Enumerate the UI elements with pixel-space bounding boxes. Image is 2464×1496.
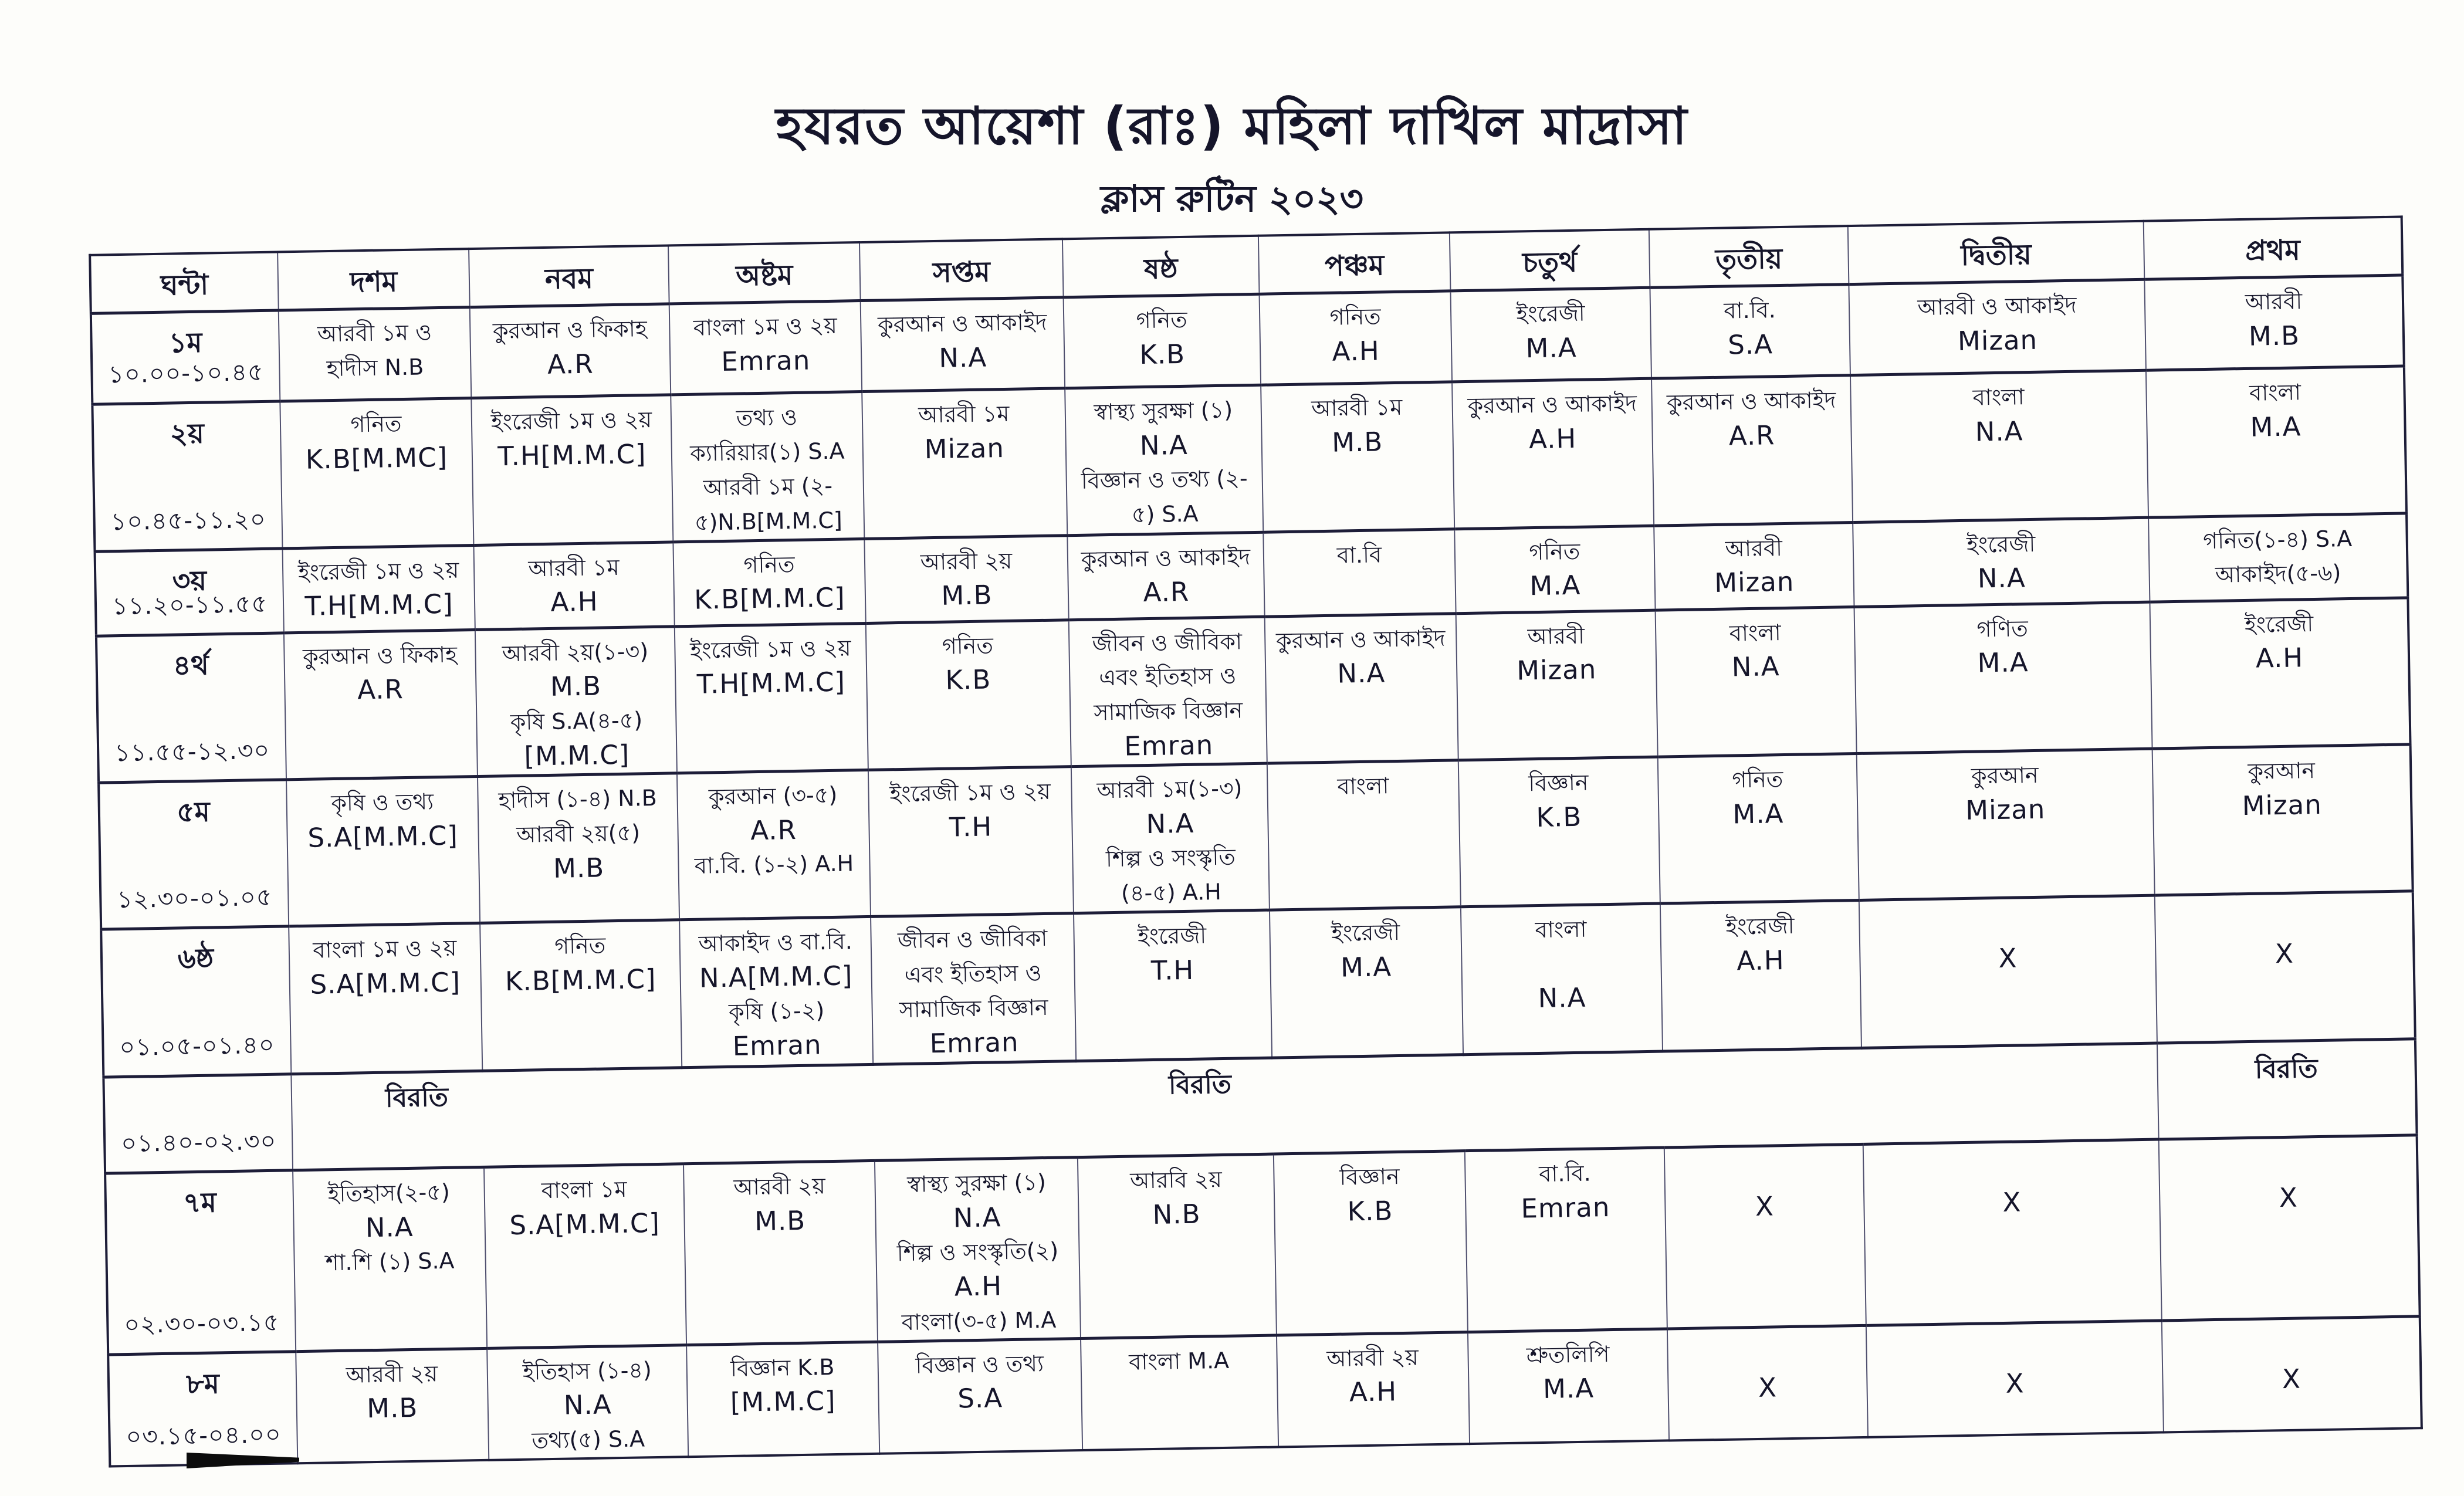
cell-r9-c5 [1081,1335,1278,1450]
cell-line: A.R [1728,419,1775,452]
cell-line: S.A [1727,329,1773,361]
cell-line: বিজ্ঞান ও তথ্য [915,1350,1044,1379]
cell-line: বা.বি. [1724,297,1776,324]
cell-line: বাংলা [1337,772,1389,800]
cell-line: A.R [750,814,797,846]
cell-line: কুরআন ও আকাইদ [1081,543,1251,573]
cell-r4-c5 [1069,617,1267,767]
cell-r6-c8 [1660,900,1861,1051]
cell-r8-c6 [1274,1151,1468,1335]
cell-line: আরবী ২য়(১-৩) [502,638,649,666]
period-name: ৪র্থ [172,649,209,682]
cell-line: M.A [1732,797,1784,830]
cell-line: A.H [550,585,599,618]
break-label: বিরতি [2255,1053,2319,1085]
cell-line: শিল্প ও সংস্কৃতি(২) [896,1237,1059,1267]
routine-table-wrap [89,215,2422,1467]
period-time: ১১.২০-১১.৫৫ [111,589,268,620]
cell-r4-c2 [475,626,677,776]
period-time: ১০.০০-১০.৪৫ [108,357,264,389]
period-cell-7 [103,1074,293,1173]
cell-line: N.B [1152,1198,1201,1230]
cell-line: N.A[M.M.C] [699,960,853,994]
page-subtitle: ক্লাস রুটিন ২০২৩ [1101,177,1363,220]
cell-r6-c2 [480,920,682,1071]
cell-line: গনিত [1732,766,1783,793]
cell-line: আরবী ২য় [346,1360,438,1388]
cell-line: বা.বি [1336,541,1382,568]
cell-line: ইংরেজী ১ম ও ২য় [689,634,851,664]
period-cell-1 [91,310,280,404]
cell-r6-c6 [1270,907,1463,1058]
cell-r8-c3 [683,1160,878,1345]
cell-r9-c1 [296,1348,489,1463]
cell-r2-c7 [1452,378,1654,529]
period-name: ২য় [170,417,205,451]
cell-line: গনিত [743,551,795,578]
cell-r6-c4 [871,913,1076,1065]
cell-line: গণিত [1976,615,2029,642]
column-header-3: অষ্টম [668,242,861,304]
column-header-2: নবম [469,245,669,307]
cell-line: Emran [1123,729,1214,762]
cell-line: K.B [945,664,991,696]
cell-line: X [2279,1182,2299,1214]
cell-line: আরবী ২য় [920,547,1013,575]
cell-line: Emran [1521,1191,1610,1224]
cell-r9-c10 [2162,1316,2422,1432]
cell-line: A.H [1349,1376,1397,1408]
cell-line: Mizan [1965,793,2046,826]
cell-line: N.A [1977,562,2026,594]
cell-line: N.A [365,1211,414,1244]
cell-r6-c5 [1074,910,1272,1061]
cell-line: X [2005,1367,2025,1399]
cell-line: M.A [1340,950,1392,983]
cell-line: বিজ্ঞান [1339,1163,1400,1190]
cell-line [1465,945,1657,982]
cell-line: আকাইদ ও বা.বি. [698,928,853,957]
column-header-5: ষষ্ঠ [1062,236,1260,297]
cell-r6-c7 [1461,903,1663,1055]
cell-line: A.R [357,673,404,706]
cell-line: S.A[M.M.C] [307,820,459,854]
cell-line: স্বাস্থ্য সুরক্ষা (১) [1094,397,1233,425]
column-header-0: ঘন্টা [90,252,279,313]
cell-line: (৪-৫) A.H [1121,878,1222,906]
cell-line: M.B [366,1392,418,1424]
cell-line: K.B [1139,338,1186,371]
cell-r9-c7 [1468,1329,1669,1444]
cell-r2-c4 [862,388,1067,539]
cell-line: স্বাস্থ্য সুরক্ষা (১) [906,1169,1047,1197]
cell-line: ইংরেজী ১ম ও ২য় [490,406,652,435]
cell-line: X [2275,937,2294,970]
cell-line: M.A [1977,647,2029,679]
cell-line: Emran [732,1029,823,1062]
cell-line: N.A [1731,651,1780,683]
cell-line: A.H [1332,335,1380,367]
cell-r1-c7 [1450,287,1651,382]
cell-r1-c1 [279,307,472,401]
cell-line: হাদীস N.B [326,354,424,382]
cell-r9-c6 [1277,1332,1470,1447]
cell-line: এবং ইতিহাস ও [904,959,1042,988]
cell-r2-c2 [471,395,673,545]
period-time: ১১.৫৫-১২.৩০ [114,736,270,767]
cell-line: গনিত [1329,303,1382,330]
column-header-9: দ্বিতীয় [1848,221,2145,285]
cell-line: বিজ্ঞান K.B [730,1353,835,1382]
cell-r3-c7 [1454,526,1655,614]
cell-r4-c1 [284,629,478,780]
cell-line: আরবী ১ম (২- [703,472,833,501]
break-end-cell [2157,1039,2417,1139]
cell-line: ইংরেজী [1725,912,1795,940]
cell-line: N.A [1146,807,1194,840]
cell-line: কুরআন (৩-৫) [708,781,838,810]
cell-line: T.H[M.M.C] [696,666,846,700]
cell-line: আরবী ১ম [1311,394,1403,422]
cell-r8-c5 [1078,1154,1277,1338]
cell-line: আরবী ১ম [528,554,620,582]
cell-line: [M.M.C] [730,1385,837,1419]
cell-line: কুরআন ও আকাইদ [1666,387,1836,416]
cell-r5-c9 [1857,749,2155,900]
cell-line: গনিত [1529,538,1580,565]
cell-line: কুরআন ও আকাইদ [877,309,1047,338]
cell-line: কুরআন ও ফিকাহ [302,641,458,670]
period-name: ৭ম [182,1186,217,1220]
cell-line: বাংলা [1729,619,1782,647]
cell-line: আরবী [1725,534,1783,562]
cell-r3-c8 [1654,522,1854,610]
cell-line: আরবী ২য়(৫) [516,820,641,848]
cell-r3-c6 [1263,529,1456,616]
cell-line: Mizan [1957,324,2038,357]
column-header-6: পঞ্চম [1258,232,1451,294]
cell-r5-c5 [1071,763,1270,913]
cell-line: A.H [2255,642,2304,675]
period-name: ৮ম [185,1367,220,1400]
period-time: ০২.৩০-০৩.১৫ [123,1308,280,1339]
column-header-10: প্রথম [2144,216,2403,279]
cell-line: বাংলা [2249,379,2301,406]
cell-line: বা.বি. (১-২) A.H [694,850,854,879]
page-title: হযরত আয়েশা (রাঃ) মহিলা দাখিল মাদ্রাসা [776,96,1688,156]
cell-r8-c9 [1863,1139,2162,1325]
cell-line: A.H [954,1270,1003,1302]
cell-r9-c8 [1667,1325,1868,1440]
cell-r1-c9 [1849,279,2146,375]
column-header-4: সপ্তম [859,239,1064,300]
cell-line: সামাজিক বিজ্ঞান [1094,697,1243,726]
cell-r1-c10 [2144,275,2404,370]
cell-line: N.A [563,1389,612,1421]
cell-line: T.H [1150,954,1194,986]
cell-r2-c5 [1065,385,1263,535]
cell-line: T.H[M.M.C] [304,588,454,622]
cell-line: M.A [1529,570,1581,602]
cell-line: কুরআন [2248,757,2316,784]
cell-line: বিজ্ঞান ও তথ্য (২- [1081,465,1248,495]
cell-line: N.A [1336,657,1386,690]
routine-table [89,215,2423,1467]
cell-r2-c3 [671,392,864,542]
cell-line: কৃষি S.A(৪-৫) [510,707,643,735]
cell-line: K.B [1536,801,1582,833]
cell-line: M.A [1525,331,1578,364]
cell-line: N.A [1538,981,1586,1014]
cell-line: ক্যারিয়ার(১) S.A [689,438,845,466]
cell-r5-c8 [1658,753,1859,903]
cell-r4-c7 [1456,610,1658,760]
cell-line: গনিত [554,932,606,959]
cell-r3-c5 [1067,532,1264,620]
cell-r8-c7 [1465,1148,1667,1332]
period-time: ১০.৪৫-১১.২০ [110,505,266,536]
cell-line: ইংরেজী [1516,300,1586,327]
cell-line: T.H [949,811,993,843]
cell-line: Mizan [924,432,1005,465]
cell-r1-c3 [669,301,862,395]
cell-r2-c1 [280,398,473,549]
cell-line: A.H [1528,422,1577,455]
cell-r2-c10 [2146,366,2407,517]
cell-line: গনিত(১-৪) S.A [2202,525,2353,554]
cell-line: বা.বি. [1538,1160,1591,1187]
cell-line: K.B [1347,1195,1393,1227]
cell-r9-c3 [686,1342,879,1457]
cell-line: আরবী ২য় [1326,1344,1419,1372]
cell-line: X [1998,942,2018,974]
break-label: বিরতি [385,1082,449,1113]
cell-line: আরবি ২য় [1129,1166,1223,1194]
cell-line: ইতিহাস (১-৪) [522,1356,652,1385]
cell-line: শা.শি (১) S.A [325,1248,455,1276]
cell-r4-c6 [1265,613,1458,763]
cell-r1-c8 [1650,285,1850,379]
cell-r9-c2 [487,1345,688,1460]
cell-line: তথ্য ও [736,404,798,431]
cell-line: N.A [953,1201,1001,1234]
cell-r6-c3 [679,916,873,1067]
cell-line: বিজ্ঞান [1528,769,1589,797]
cell-r2-c8 [1651,375,1853,526]
cell-line: Emran [929,1026,1019,1059]
cell-r9-c9 [1866,1321,2164,1437]
cell-line: X [1755,1190,1775,1222]
cell-r2-c6 [1261,382,1454,532]
cell-line: K.B[M.M.C] [693,581,846,616]
cell-line: বাংলা [1972,384,2025,411]
cell-line: বাংলা ১ম [541,1176,627,1204]
period-cell-5 [99,780,289,929]
cell-line: ৫) S.A [1131,500,1199,528]
period-time: ১২.৩০-০১.০৫ [116,882,273,914]
cell-r8-c2 [484,1164,686,1348]
cell-r6-c10 [2155,891,2415,1043]
cell-line: আরবী ১ম [918,400,1010,428]
cell-line: Mizan [1516,654,1597,687]
cell-line: ইংরেজী ১ম ও ২য় [297,557,459,585]
cell-r5-c3 [677,770,871,920]
cell-r4-c8 [1656,607,1857,757]
cell-r3-c3 [673,539,865,626]
cell-line: M.B [941,579,993,612]
period-cell-6 [101,926,291,1077]
cell-line: গনিত [1136,306,1188,334]
period-name: ৩য় [172,564,207,598]
cell-r5-c2 [478,773,679,923]
column-header-1: দশম [277,249,470,310]
period-cell-2 [92,401,282,551]
cell-line: কৃষি (১-২) [728,997,825,1025]
cell-r5-c4 [868,766,1074,916]
cell-line: বাংলা ১ম ও ২য় [693,312,838,341]
cell-line: জীবন ও জীবিকা [1092,628,1243,657]
cell-r2-c9 [1850,370,2148,522]
cell-line: M.B [1331,426,1383,458]
period-cell-4 [96,632,286,782]
cell-r4-c3 [675,623,868,773]
cell-r8-c8 [1664,1144,1866,1328]
cell-line: হাদীস (১-৪) N.B [498,784,658,814]
cell-line: বাংলা [1535,916,1587,943]
cell-line: ইংরেজী ১ম ও ২য় [889,778,1051,807]
cell-r5-c6 [1267,760,1461,910]
cell-line: M.A [2250,411,2301,443]
cell-r4-c9 [1854,602,2152,753]
cell-line: এবং ইতিহাস ও [1099,662,1237,691]
cell-line: X [1758,1371,1778,1403]
period-name: ১ম [168,326,202,360]
cell-r5-c1 [286,776,480,926]
cell-line: K.B[M.MC] [305,441,448,475]
cell-line: জীবন ও জীবিকা [897,925,1048,954]
cell-line: আকাইদ(৫-৬) [2215,560,2341,588]
cell-line: M.B [2248,320,2300,352]
column-header-7: চতুর্থ [1450,229,1650,291]
period-name: ৬ষ্ঠ [177,942,214,976]
cell-line: M.B [550,670,602,703]
cell-line: A.R [547,348,594,380]
period-cell-3 [95,548,284,635]
cell-r6-c1 [289,923,482,1074]
period-time: ০১.৪০-০২.৩০ [120,1126,277,1158]
cell-line: S.A[M.M.C] [509,1207,661,1241]
cell-line: সামাজিক বিজ্ঞান [899,994,1048,1023]
cell-line: বাংলা(৩-৫) M.A [901,1307,1057,1335]
cell-r3-c4 [864,535,1068,623]
cell-r3-c2 [473,541,674,629]
cell-line: কৃষি ও তথ্য [330,788,434,816]
cell-line: A.H [1736,944,1785,977]
cell-r8-c1 [293,1167,487,1351]
cell-line: গনিত [350,411,402,438]
cell-line: K.B[M.M.C] [505,963,656,997]
cell-r8-c4 [875,1157,1081,1342]
cell-line: X [2002,1186,2022,1218]
cell-line: Mizan [1714,566,1795,599]
cell-r5-c7 [1458,757,1660,907]
cell-line: তথ্য(৫) S.A [532,1426,645,1454]
period-name: ৫ম [176,796,211,829]
cell-line: বাংলা M.A [1128,1347,1230,1375]
cell-r1-c2 [470,304,671,398]
cell-line: T.H[M.M.C] [497,438,647,472]
cell-line: M.B [553,851,605,884]
cell-r1-c5 [1064,294,1261,388]
cell-r3-c9 [1853,517,2150,607]
cell-r4-c4 [866,620,1071,770]
cell-line: আরবী ২য় [733,1173,826,1200]
cell-line: ইংরেজী [1966,530,2036,558]
cell-line: আরবী ১ম(১-৩) [1096,775,1243,804]
cell-r8-c10 [2159,1135,2420,1321]
cell-r9-c4 [878,1338,1082,1453]
cell-line: আরবী ১ম ও [317,319,432,347]
cell-line: M.B [754,1204,806,1237]
period-cell-9 [108,1351,297,1466]
cell-line: আরবী [2245,288,2303,315]
cell-r1-c4 [861,297,1065,392]
cell-line: কুরআন ও ফিকাহ [492,316,648,344]
cell-line: আরবী [1527,622,1585,649]
cell-line: ইংরেজী [1331,919,1400,946]
period-time: ০৩.১৫-০৪.০০ [126,1420,282,1451]
cell-line: [M.M.C] [524,739,630,772]
cell-line: S.A [957,1382,1003,1415]
cell-line: শিল্প ও সংস্কৃতি [1105,844,1236,872]
cell-line: বাংলা ১ম ও ২য় [313,935,457,963]
cell-line: Mizan [2242,788,2323,821]
cell-line: Emran [720,344,811,377]
cell-r6-c9 [1859,895,2157,1048]
cell-line: কুরআন ও আকাইদ [1467,390,1637,419]
cell-r3-c10 [2148,513,2408,601]
break-label: বিরতি [1168,1069,1232,1101]
cell-line: শ্রুতলিপি [1526,1341,1610,1369]
cell-line: কুরআন ও আকাইদ [1275,625,1446,654]
cell-line: X [2282,1363,2301,1395]
cell-line: N.A [1139,429,1189,462]
cell-line: M.A [1542,1373,1595,1405]
cell-line: ইতিহাস(২-৫) [327,1179,451,1207]
period-cell-8 [105,1170,296,1355]
cell-r3-c1 [282,545,475,632]
cell-line: N.A [1975,415,2023,448]
cell-line: কুরআন [1971,761,2039,789]
cell-line: গনিত [942,632,994,659]
cell-line: ইংরেজী [1137,922,1207,950]
cell-line: আরবী ও আকাইদ [1917,292,2077,321]
column-header-8: তৃতীয় [1649,226,1849,287]
cell-r1-c6 [1260,291,1453,385]
cell-r5-c10 [2152,744,2413,895]
cell-line: S.A[M.M.C] [310,966,461,1000]
cell-r4-c10 [2150,597,2410,748]
cell-line: A.R [1143,576,1190,608]
cell-line: ৫)N.B[M.M.C] [694,507,843,536]
period-time: ০১.০৫-০১.৪০ [119,1030,275,1062]
cell-line: ইংরেজী [2244,610,2314,638]
cell-line: N.A [938,341,987,374]
